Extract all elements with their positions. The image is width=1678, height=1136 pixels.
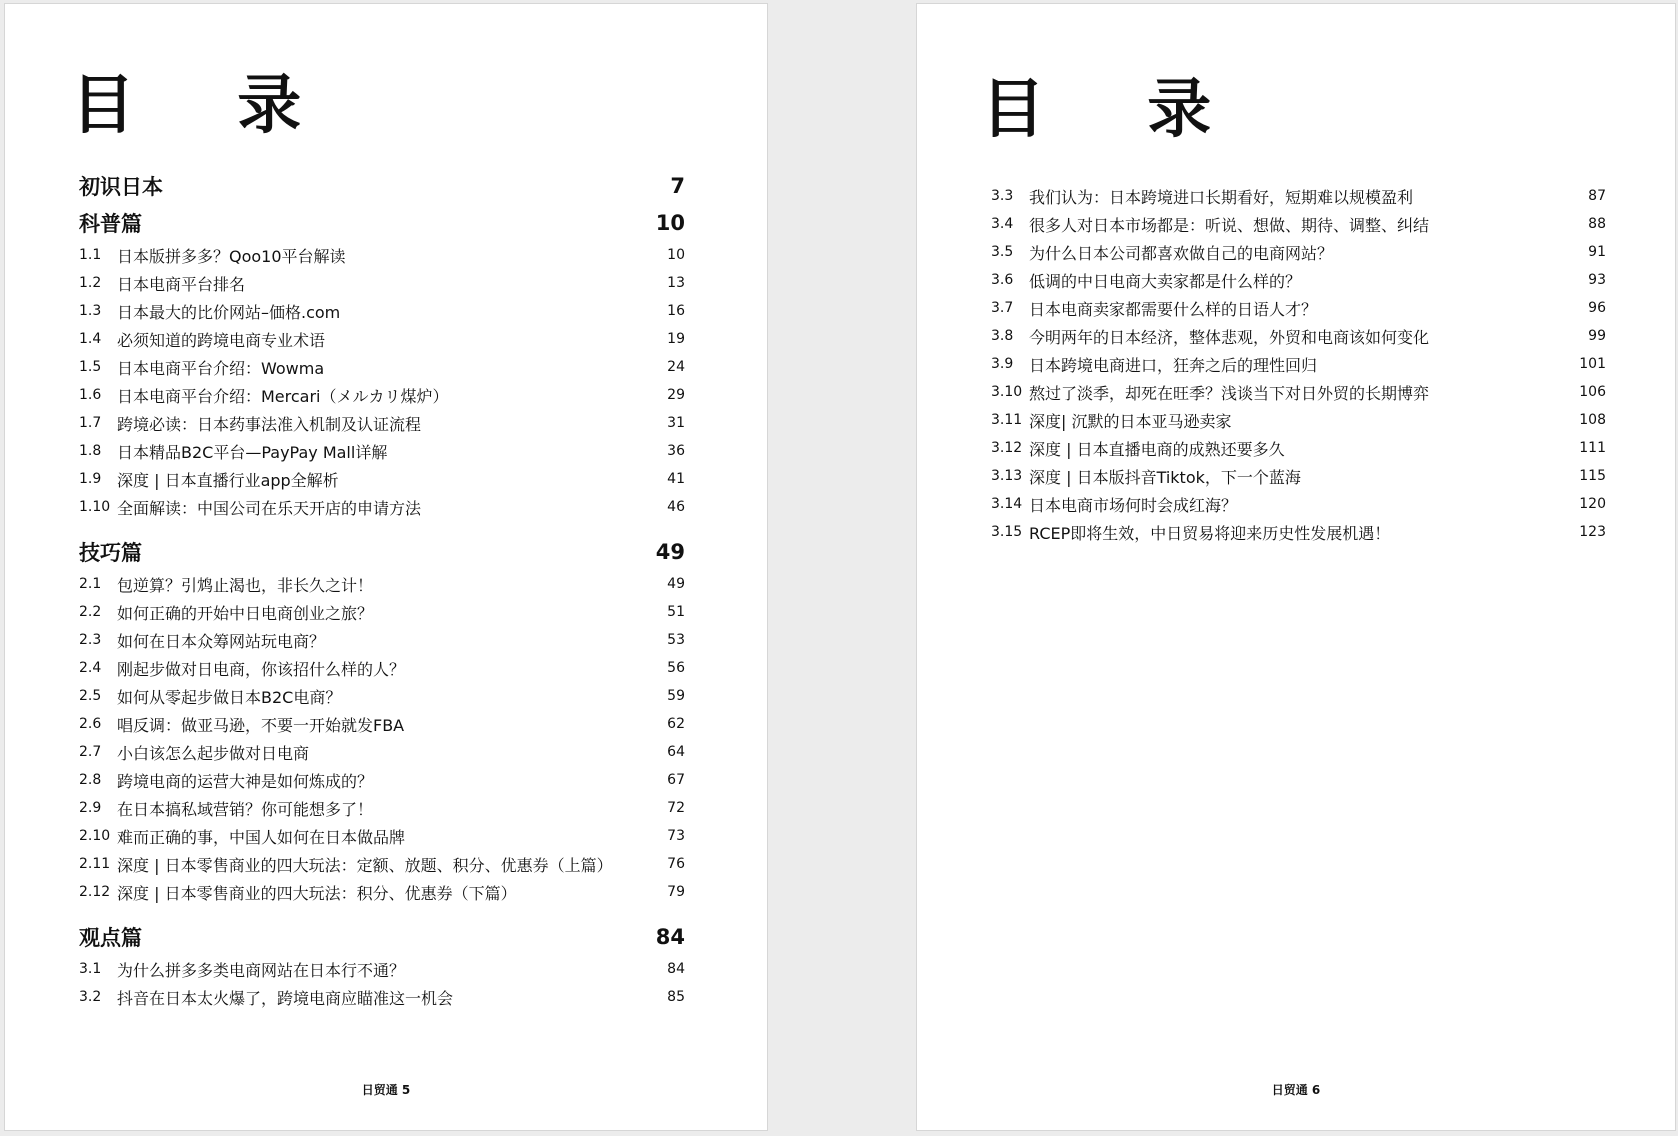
toc-entry — [79, 465, 685, 493]
toc-entry — [79, 654, 685, 682]
entry-page-number: 101 — [1579, 356, 1606, 372]
toc-entry — [79, 570, 685, 598]
toc-entry — [79, 297, 685, 325]
toc-section-heading — [79, 533, 685, 570]
page-footer: 日贸通 6 — [1271, 1083, 1321, 1097]
entry-number: 2.7 — [79, 744, 102, 760]
entry-page-number: 111 — [1579, 440, 1606, 456]
entry-page-number: 56 — [667, 660, 685, 676]
toc-section-heading — [79, 204, 685, 241]
entry-number: 3.15 — [991, 524, 1023, 540]
entry-number: 2.11 — [79, 856, 111, 872]
entry-page-number: 84 — [667, 961, 685, 977]
toc-list — [991, 182, 1606, 546]
entry-number: 2.5 — [79, 688, 102, 704]
entry-number: 2.8 — [79, 772, 102, 788]
entry-page-number: 73 — [667, 828, 685, 844]
entry-page-number: 108 — [1579, 412, 1606, 428]
entry-page-number: 93 — [1588, 272, 1606, 288]
entry-page-number: 76 — [667, 856, 685, 872]
toc-entry — [79, 955, 685, 983]
entry-page-number: 29 — [667, 387, 685, 403]
entry-number: 1.6 — [79, 387, 102, 403]
toc-title: 目 录 — [71, 69, 342, 143]
section-title: 技巧篇 — [79, 540, 142, 565]
toc-entry — [79, 738, 685, 766]
entry-title: 日本电商平台介绍：Mercari（メルカリ煤炉） — [117, 386, 449, 406]
toc-entry — [79, 850, 685, 878]
toc-section-heading — [79, 918, 685, 955]
entry-number: 2.12 — [79, 884, 111, 900]
entry-title: 深度 | 日本直播电商的成熟还要多久 — [1029, 439, 1285, 459]
entry-title: 包逆算？引鸩止渴也，非长久之计！ — [117, 575, 374, 595]
entry-page-number: 99 — [1588, 328, 1606, 344]
entry-page-number: 96 — [1588, 300, 1606, 316]
entry-title: 深度 | 日本零售商业的四大玩法：定额、放题、积分、优惠券（上篇） — [117, 855, 613, 875]
toc-entry — [79, 381, 685, 409]
entry-page-number: 46 — [667, 499, 685, 515]
entry-page-number: 59 — [667, 688, 685, 704]
entry-number: 3.5 — [991, 244, 1014, 260]
entry-number: 3.14 — [991, 496, 1023, 512]
entry-title: 日本精品B2C平台—PayPay Mall详解 — [117, 442, 388, 462]
entry-number: 2.2 — [79, 604, 102, 620]
entry-title: 日本版拼多多？Qoo10平台解读 — [117, 246, 346, 266]
entry-number: 3.13 — [991, 468, 1023, 484]
entry-page-number: 49 — [667, 576, 685, 592]
entry-title: 刚起步做对日电商，你该招什么样的人？ — [117, 659, 406, 679]
entry-page-number: 19 — [667, 331, 685, 347]
entry-number: 3.7 — [991, 300, 1014, 316]
entry-number: 2.6 — [79, 716, 102, 732]
toc-entry — [991, 182, 1606, 210]
entry-number: 3.10 — [991, 384, 1023, 400]
section-title: 观点篇 — [79, 925, 142, 950]
entry-page-number: 31 — [667, 415, 685, 431]
entry-number: 3.2 — [79, 989, 102, 1005]
entry-title: 抖音在日本太火爆了，跨境电商应瞄准这一机会 — [117, 988, 454, 1008]
entry-page-number: 64 — [667, 744, 685, 760]
toc-entry — [991, 434, 1606, 462]
toc-entry — [991, 490, 1606, 518]
entry-title: 我们认为：日本跨境进口长期看好，短期难以规模盈利 — [1029, 187, 1414, 207]
toc-entry — [79, 878, 685, 906]
entry-title: 很多人对日本市场都是：听说、想做、期待、调整、纠结 — [1029, 215, 1430, 235]
toc-entry — [991, 350, 1606, 378]
entry-page-number: 106 — [1579, 384, 1606, 400]
entry-title: 如何在日本众筹网站玩电商？ — [117, 631, 326, 651]
entry-title: 深度 | 日本零售商业的四大玩法：积分、优惠券（下篇） — [117, 883, 517, 903]
toc-entry — [991, 266, 1606, 294]
entry-number: 1.8 — [79, 443, 102, 459]
toc-entry — [79, 269, 685, 297]
entry-number: 2.3 — [79, 632, 102, 648]
toc-entry — [991, 322, 1606, 350]
entry-page-number: 13 — [667, 275, 685, 291]
section-page-number: 49 — [655, 539, 685, 564]
entry-title: 难而正确的事，中国人如何在日本做品牌 — [117, 827, 406, 847]
entry-title: 深度 | 日本直播行业app全解析 — [117, 470, 339, 490]
entry-page-number: 79 — [667, 884, 685, 900]
toc-title: 目 录 — [981, 73, 1252, 147]
entry-number: 3.11 — [991, 412, 1023, 428]
entry-title: 为什么拼多多类电商网站在日本行不通？ — [117, 960, 406, 980]
entry-page-number: 120 — [1579, 496, 1606, 512]
toc-entry — [991, 294, 1606, 322]
entry-page-number: 41 — [667, 471, 685, 487]
entry-title: 日本电商市场何时会成红海？ — [1029, 495, 1238, 515]
toc-entry — [991, 406, 1606, 434]
toc-entry — [79, 353, 685, 381]
entry-number: 2.4 — [79, 660, 102, 676]
section-page-number: 84 — [655, 924, 685, 949]
toc-entry — [79, 710, 685, 738]
entry-page-number: 88 — [1588, 216, 1606, 232]
entry-number: 1.4 — [79, 331, 102, 347]
toc-entry — [79, 409, 685, 437]
section-page-number: 7 — [670, 173, 685, 198]
entry-title: 日本电商平台介绍：Wowma — [117, 358, 325, 378]
toc-entry — [79, 598, 685, 626]
entry-title: 跨境必读：日本药事法准入机制及认证流程 — [117, 414, 422, 434]
page-footer: 日贸通 5 — [361, 1083, 411, 1097]
entry-number: 1.2 — [79, 275, 102, 291]
entry-title: 日本最大的比价网站–価格.com — [117, 302, 341, 322]
entry-title: 如何正确的开始中日电商创业之旅？ — [117, 603, 374, 623]
entry-number: 1.1 — [79, 247, 102, 263]
entry-page-number: 16 — [667, 303, 685, 319]
toc-section-heading — [79, 167, 685, 204]
toc-entry — [79, 325, 685, 353]
entry-page-number: 53 — [667, 632, 685, 648]
section-page-number: 10 — [655, 210, 685, 235]
entry-number: 3.12 — [991, 440, 1023, 456]
entry-title: 在日本搞私域营销？你可能想多了！ — [117, 799, 374, 819]
entry-number: 3.1 — [79, 961, 102, 977]
entry-number: 3.3 — [991, 188, 1014, 204]
entry-page-number: 24 — [667, 359, 685, 375]
entry-number: 2.9 — [79, 800, 102, 816]
toc-entry — [991, 210, 1606, 238]
entry-number: 2.10 — [79, 828, 111, 844]
section-title: 初识日本 — [79, 174, 163, 199]
entry-number: 1.5 — [79, 359, 102, 375]
entry-title: 跨境电商的运营大神是如何炼成的？ — [117, 771, 374, 791]
toc-entry — [79, 682, 685, 710]
toc-entry — [79, 983, 685, 1011]
toc-entry — [79, 766, 685, 794]
entry-title: 小白该怎么起步做对日电商 — [117, 743, 310, 763]
entry-title: 如何从零起步做日本B2C电商？ — [117, 687, 342, 707]
entry-page-number: 36 — [667, 443, 685, 459]
entry-title: 深度 | 日本版抖音Tiktok，下一个蓝海 — [1029, 467, 1301, 487]
entry-number: 3.6 — [991, 272, 1014, 288]
entry-page-number: 62 — [667, 716, 685, 732]
toc-entry — [991, 518, 1606, 546]
toc-entry — [991, 378, 1606, 406]
entry-page-number: 67 — [667, 772, 685, 788]
entry-title: 日本跨境电商进口，狂奔之后的理性回归 — [1029, 355, 1318, 375]
entry-number: 3.9 — [991, 356, 1014, 372]
toc-entry — [991, 462, 1606, 490]
entry-number: 1.9 — [79, 471, 102, 487]
entry-number: 3.4 — [991, 216, 1014, 232]
entry-number: 1.10 — [79, 499, 111, 515]
entry-title: 今明两年的日本经济，整体悲观，外贸和电商该如何变化 — [1029, 327, 1430, 347]
toc-entry — [79, 241, 685, 269]
entry-title: 低调的中日电商大卖家都是什么样的？ — [1029, 271, 1302, 291]
entry-title: 日本电商平台排名 — [117, 274, 246, 294]
entry-title: 为什么日本公司都喜欢做自己的电商网站？ — [1029, 243, 1334, 263]
toc-entry — [79, 794, 685, 822]
entry-page-number: 87 — [1588, 188, 1606, 204]
entry-title: 必须知道的跨境电商专业术语 — [117, 330, 326, 350]
entry-page-number: 85 — [667, 989, 685, 1005]
entry-number: 3.8 — [991, 328, 1014, 344]
section-title: 科普篇 — [79, 211, 142, 236]
toc-entry — [991, 238, 1606, 266]
entry-number: 2.1 — [79, 576, 102, 592]
entry-page-number: 72 — [667, 800, 685, 816]
entry-page-number: 51 — [667, 604, 685, 620]
entry-number: 1.3 — [79, 303, 102, 319]
entry-title: 唱反调：做亚马逊，不要一开始就发FBA — [117, 715, 405, 735]
entry-title: 熬过了淡季，却死在旺季？浅谈当下对日外贸的长期博弈 — [1029, 383, 1430, 403]
right-page — [916, 3, 1676, 1131]
entry-page-number: 123 — [1579, 524, 1606, 540]
toc-entry — [79, 822, 685, 850]
entry-number: 1.7 — [79, 415, 102, 431]
toc-list — [79, 167, 685, 1011]
entry-page-number: 91 — [1588, 244, 1606, 260]
entry-title: 深度| 沉默的日本亚马逊卖家 — [1029, 411, 1232, 431]
entry-page-number: 115 — [1579, 468, 1606, 484]
entry-title: RCEP即将生效，中日贸易将迎来历史性发展机遇！ — [1029, 523, 1391, 543]
entry-title: 日本电商卖家都需要什么样的日语人才？ — [1029, 299, 1318, 319]
toc-entry — [79, 626, 685, 654]
toc-entry — [79, 437, 685, 465]
entry-page-number: 10 — [667, 247, 685, 263]
toc-entry — [79, 493, 685, 521]
left-page — [4, 3, 768, 1131]
entry-title: 全面解读：中国公司在乐天开店的申请方法 — [117, 498, 422, 518]
